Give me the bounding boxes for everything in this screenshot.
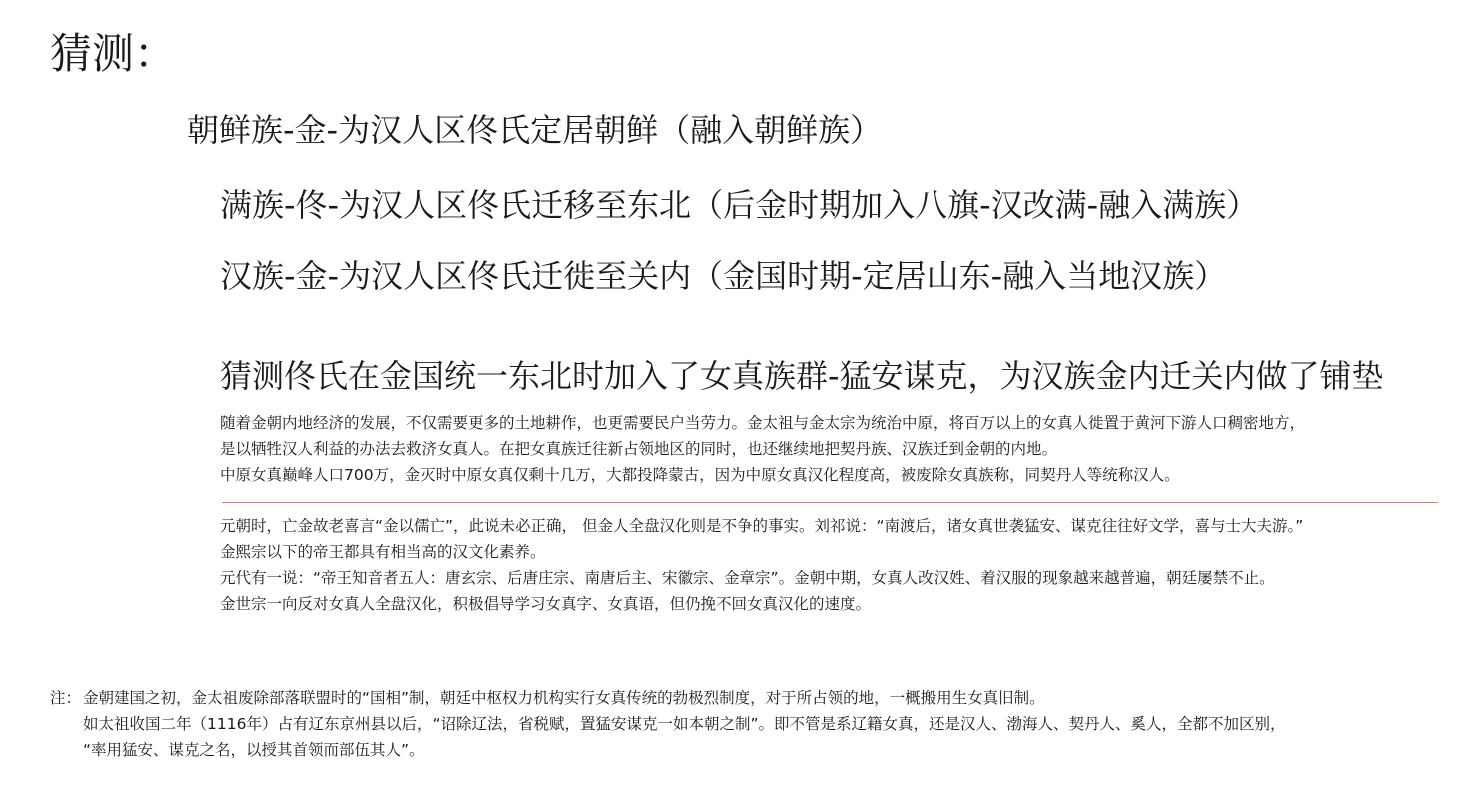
footnote (50, 685, 1286, 763)
hypothesis-korean: 朝鲜族-金-为汉人区佟氏定居朝鲜（融入朝鲜族） (187, 111, 883, 149)
page-title: 猜测： (50, 29, 177, 78)
hypothesis-manchu: 满族-佟-为汉人区佟氏迁移至东北（后金时期加入八旗-汉改满-融入满族） (220, 186, 1259, 224)
paragraph-line: 是以牺牲汉人利益的办法去救济女真人。在把女真族迁往新占领地区的同时，也还继续地把契丹族、汉族迁到金朝的内地。 (220, 440, 1058, 458)
paragraph-sinicization (220, 513, 1303, 617)
paragraph-line: 元朝时，亡金故老喜言“金以儒亡”，此说未必正确， 但金人全盘汉化则是不争的事实。刘祁说：“南渡后，诸女真世袭猛安、谋克往往好文学，喜与士大夫游。” (220, 517, 1304, 535)
paragraph-line: 随着金朝内地经济的发展，不仅需要更多的土地耕作，也更需要民户当劳力。金太祖与金太宗为统治中原，将百万以上的女真人徙置于黄河下游人口稠密地方， (220, 414, 1306, 432)
paragraph-line: 金熙宗以下的帝王都具有相当高的汉文化素养。 (220, 543, 546, 561)
note-line: 如太祖收国二年（1116年）占有辽东京州县以后，“诏除辽法，省税赋，置猛安谋克一如本朝之制”。即不管是系辽籍女真，还是汉人、渤海人、契丹人、奚人，全都不加区别， (83, 715, 1286, 733)
hypothesis-han: 汉族-金-为汉人区佟氏迁徙至关内（金国时期-定居山东-融入当地汉族） (220, 257, 1227, 295)
red-divider (222, 502, 1438, 503)
conjecture-heading: 猜测佟氏在金国统一东北时加入了女真族群-猛安谋克，为汉族金内迁关内做了铺垫 (220, 357, 1384, 395)
paragraph-line: 中原女真巅峰人口700万，金灭时中原女真仅剩十几万，大都投降蒙古，因为中原女真汉化程度高，被废除女真族称，同契丹人等统称汉人。 (220, 466, 1180, 484)
paragraph-line: 元代有一说：“帝王知音者五人：唐玄宗、后唐庄宗、南唐后主、宋徽宗、金章宗”。金朝中期，女真人改汉姓、着汉服的现象越来越普遍，朝廷屡禁不止。 (220, 569, 1275, 587)
paragraph-line: 金世宗一向反对女真人全盘汉化，积极倡导学习女真字、女真语，但仍挽不回女真汉化的速度。 (220, 595, 872, 613)
note-label: 注： (50, 689, 82, 707)
note-line: “率用猛安、谋克之名，以授其首领而部伍其人”。 (83, 741, 425, 759)
paragraph-migration (220, 410, 1305, 488)
note-line: 金朝建国之初，金太祖废除部落联盟时的“国相”制，朝廷中枢权力机构实行女真传统的勃极烈制度，对于所占领的地，一概搬用生女真旧制。 (83, 689, 1045, 707)
